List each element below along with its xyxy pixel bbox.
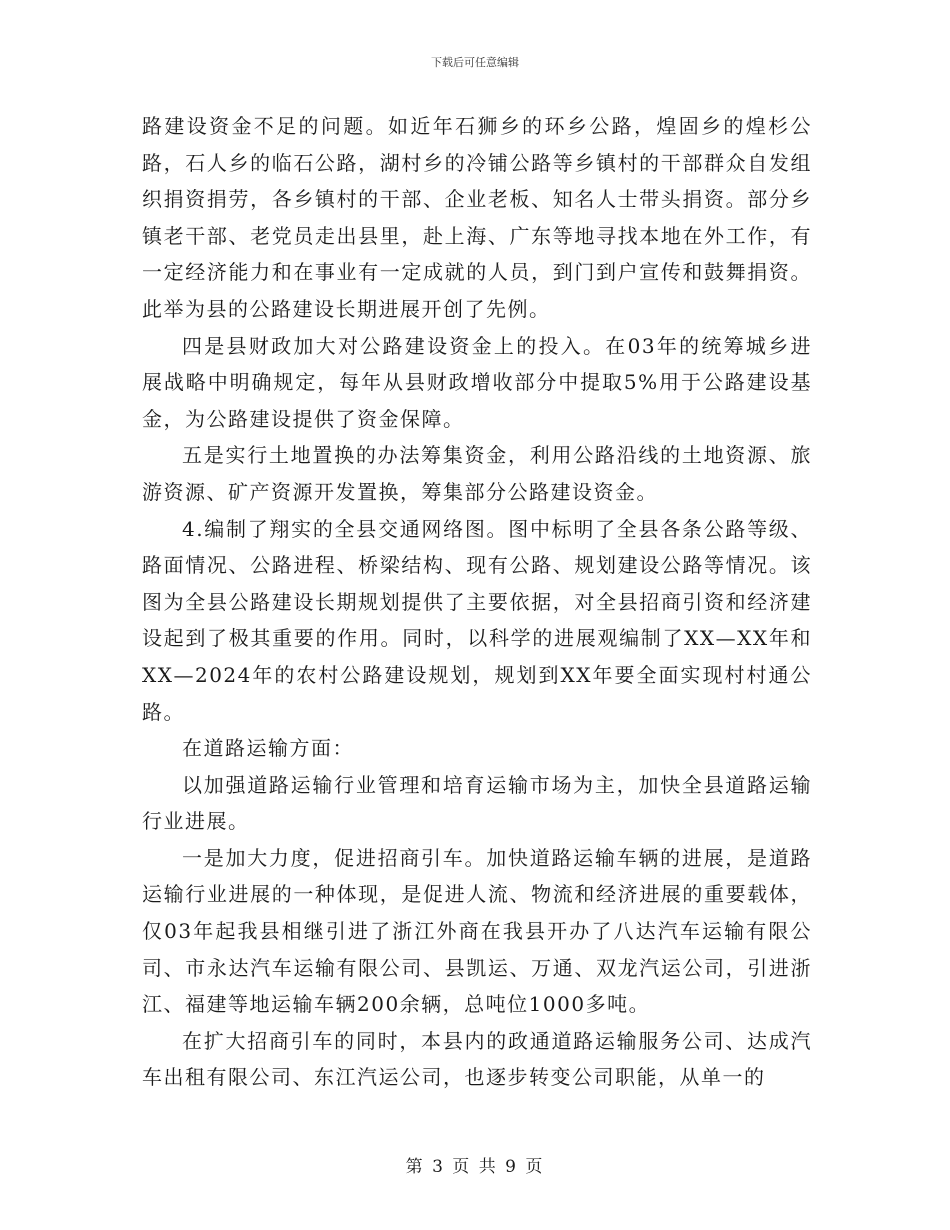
paragraph: 4.编制了翔实的全县交通网络图。图中标明了全县各条公路等级、路面情况、公路进程、桥梁结构、现有公路、规划建设公路等情况。该图为全县公路建设长期规划提供了主要依据，对全县招商引资和经济建设起到了极其重要的作用。同时，以科学的进展观编制了XX—XX年和XX—2024年的农村公路建设规划，规划到XX年要全面实现村村通公路。 [142, 516, 812, 724]
paragraph: 路建设资金不足的问题。如近年石狮乡的环乡公路，煌固乡的煌杉公路，石人乡的临石公路，湖村乡的冷铺公路等乡镇村的干部群众自发组织捐资捐劳，各乡镇村的干部、企业老板、知名人士带头捐资。部分乡镇老干部、老党员走出县里，赴上海、广东等地寻找本地在外工作，有一定经济能力和在事业有一定成就的人员，到门到户宣传和鼓舞捐资。此举为县的公路建设长期进展开创了先例。 [142, 114, 812, 321]
paragraph: 一是加大力度，促进招商引车。加快道路运输车辆的进展，是道路运输行业进展的一种体现，是促进人流、物流和经济进展的重要载体，仅03年起我县相继引进了浙江外商在我县开办了八达汽车运输有限公司、市永达汽车运输有限公司、县凯运、万通、双龙汽运公司，引进浙江、福建等地运输车辆200余辆，总吨位1000多吨。 [142, 845, 812, 1017]
paragraph: 在扩大招商引车的同时，本县内的政通道路运输服务公司、达成汽车出租有限公司、东江汽运公司，也逐步转变公司职能，从单一的 [142, 1028, 812, 1090]
paragraph: 在道路运输方面： [182, 736, 354, 761]
document-body [142, 108, 812, 1096]
paragraph: 五是实行土地置换的办法筹集资金，利用公路沿线的土地资源、旅游资源、矿产资源开发置换，筹集部分公路建设资金。 [142, 443, 812, 504]
paragraph: 四是县财政加大对公路建设资金上的投入。在03年的统筹城乡进展战略中明确规定，每年从县财政增收部分中提取5%用于公路建设基金，为公路建设提供了资金保障。 [142, 333, 812, 431]
paragraph: 以加强道路运输行业管理和培育运输市场为主，加快全县道路运输行业进展。 [142, 772, 812, 834]
page-number: 第 3 页 共 9 页 [405, 1157, 545, 1177]
page-header: 下载后可任意编辑 [431, 56, 519, 69]
